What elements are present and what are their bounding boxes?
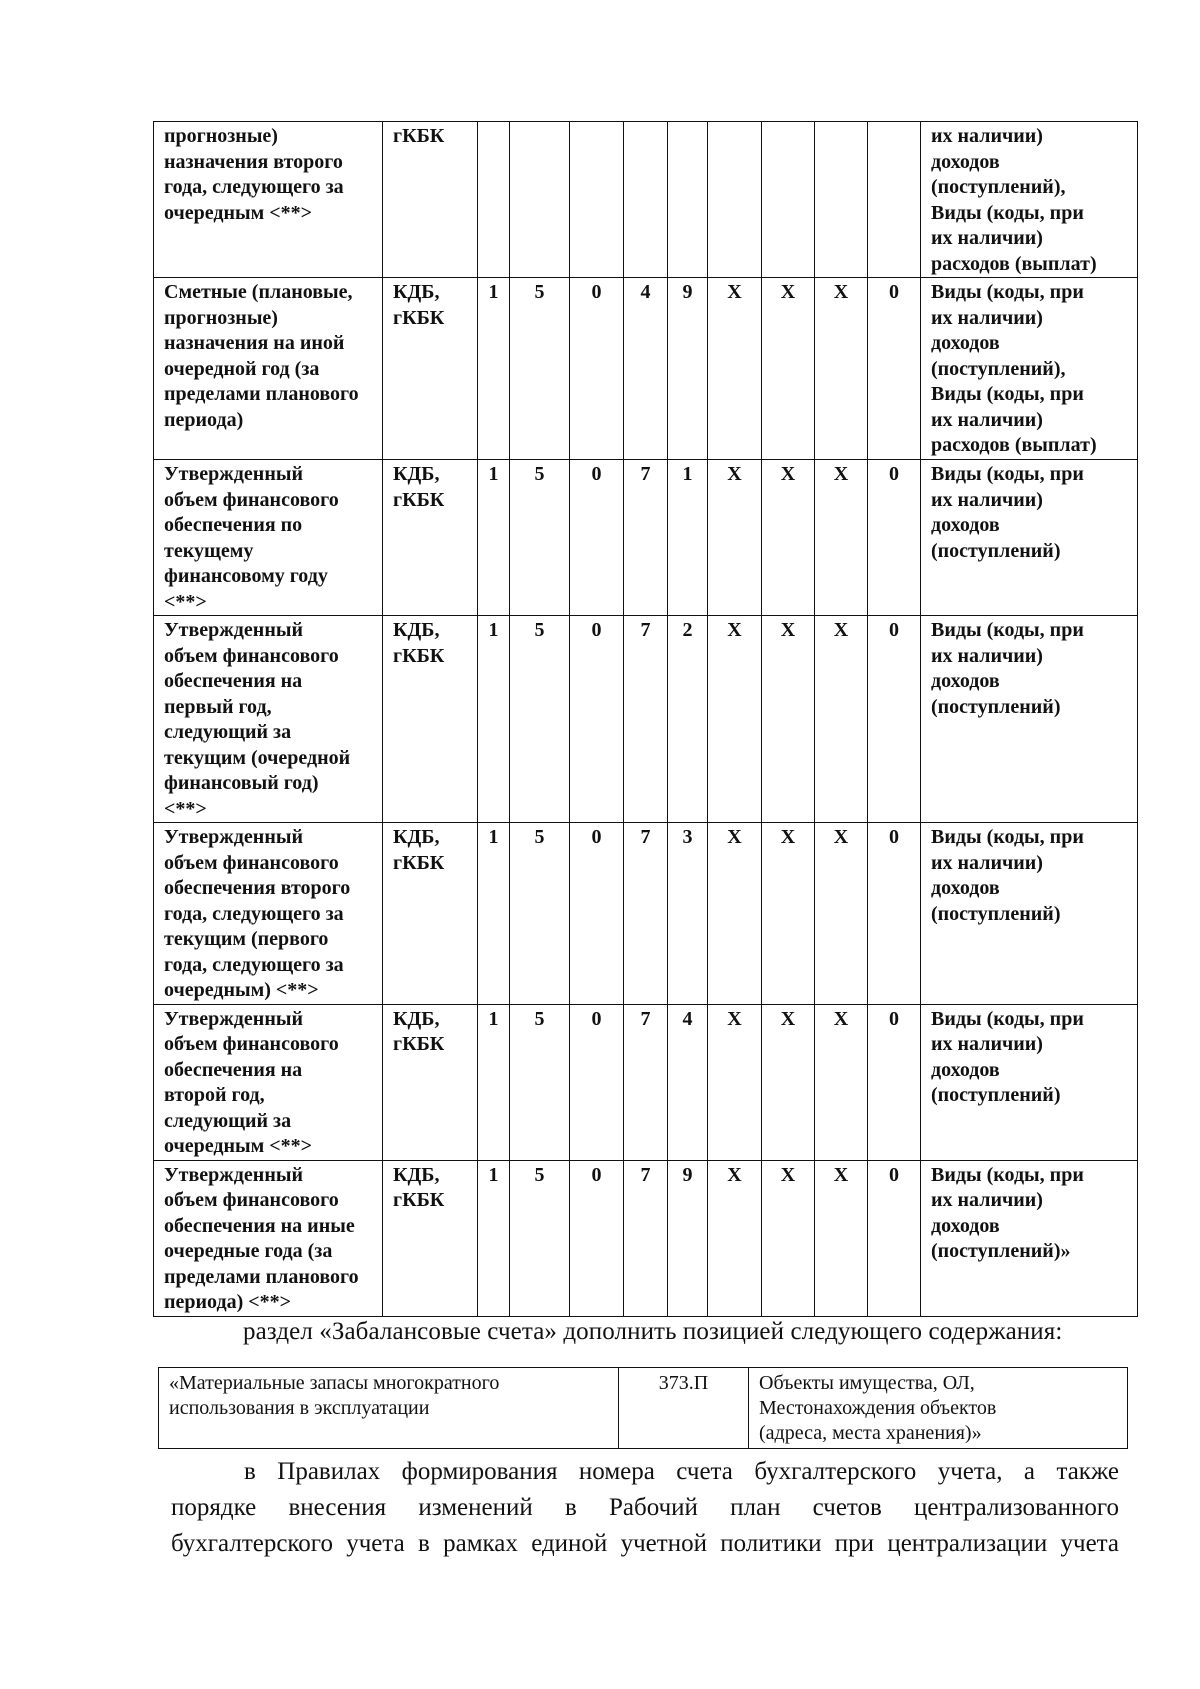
- row-code-cell: 4: [668, 1004, 708, 1160]
- table-row: [154, 1004, 1138, 1160]
- row-code-cell: 0: [868, 460, 921, 616]
- row-code-cell: 1: [478, 616, 510, 823]
- row-code-cell: 1: [478, 1160, 510, 1316]
- row-kbk-cell: КДБ, гКБК: [383, 1160, 478, 1316]
- row-code-cell: 0: [868, 616, 921, 823]
- row-code-cell: 1: [478, 1004, 510, 1160]
- row-code-cell: X: [815, 278, 868, 460]
- table-row: [154, 1160, 1138, 1316]
- row-code-cell: [478, 122, 510, 278]
- row-code-cell: 5: [510, 823, 570, 1005]
- row-name-cell: Сметные (плановые, прогнозные) назначения на иной очередной год (за пределами планового периода): [154, 278, 383, 460]
- row-code-cell: 5: [510, 460, 570, 616]
- row-code-cell: 1: [478, 460, 510, 616]
- row-code-cell: 7: [624, 1160, 668, 1316]
- row-kbk-cell: КДБ, гКБК: [383, 1004, 478, 1160]
- row-code-cell: X: [815, 616, 868, 823]
- row-desc-cell: Виды (коды, при их наличии) доходов (поступлений): [921, 823, 1138, 1005]
- row-code-cell: 9: [668, 278, 708, 460]
- offbalance-table: [158, 1367, 1128, 1449]
- paragraph-offbalance-intro: раздел «Забалансовые счета» дополнить позицией следующего содержания:: [243, 1318, 1063, 1345]
- row-code-cell: [708, 122, 762, 278]
- offbalance-name: «Материальные запасы многократного использования в эксплуатации: [159, 1368, 619, 1449]
- row-name-cell: Утвержденный объем финансового обеспечения второго года, следующего за текущим (первого года, следующего за очередным) <**>: [154, 823, 383, 1005]
- row-code-cell: [868, 122, 921, 278]
- table-row: [154, 616, 1138, 823]
- row-code-cell: [815, 122, 868, 278]
- row-code-cell: 0: [570, 616, 624, 823]
- row-code-cell: X: [708, 1160, 762, 1316]
- row-code-cell: X: [708, 1004, 762, 1160]
- row-code-cell: X: [815, 1004, 868, 1160]
- row-desc-cell: Виды (коды, при их наличии) доходов (поступлений), Виды (коды, при их наличии) расходов (выплат): [921, 278, 1138, 460]
- offbalance-row: [159, 1368, 1128, 1449]
- row-code-cell: X: [762, 1004, 815, 1160]
- row-code-cell: [668, 122, 708, 278]
- row-code-cell: X: [762, 616, 815, 823]
- row-code-cell: 0: [868, 278, 921, 460]
- table-row: [154, 122, 1138, 278]
- row-code-cell: X: [708, 616, 762, 823]
- row-code-cell: 0: [570, 278, 624, 460]
- row-code-cell: X: [762, 278, 815, 460]
- row-kbk-cell: гКБК: [383, 122, 478, 278]
- row-name-cell: Утвержденный объем финансового обеспечения по текущему финансовому году <**>: [154, 460, 383, 616]
- row-code-cell: 7: [624, 616, 668, 823]
- accounts-table: [153, 121, 1138, 1317]
- row-code-cell: 0: [570, 460, 624, 616]
- row-code-cell: 0: [570, 1004, 624, 1160]
- offbalance-account: 373.П: [619, 1368, 749, 1449]
- paragraph-rules-line-1: в Правилах формирования номера счета бухгалтерского учета, а также: [244, 1458, 1119, 1485]
- row-name-cell: Утвержденный объем финансового обеспечения на иные очередные года (за пределами планового периода) <**>: [154, 1160, 383, 1316]
- row-code-cell: 5: [510, 616, 570, 823]
- row-desc-cell: Виды (коды, при их наличии) доходов (поступлений): [921, 460, 1138, 616]
- row-code-cell: 0: [868, 1160, 921, 1316]
- row-code-cell: 0: [570, 823, 624, 1005]
- row-code-cell: [510, 122, 570, 278]
- row-code-cell: 2: [668, 616, 708, 823]
- table-row: [154, 278, 1138, 460]
- table-row: [154, 460, 1138, 616]
- row-kbk-cell: КДБ, гКБК: [383, 278, 478, 460]
- row-code-cell: 0: [868, 823, 921, 1005]
- row-code-cell: [762, 122, 815, 278]
- row-code-cell: X: [762, 460, 815, 616]
- row-code-cell: [624, 122, 668, 278]
- row-code-cell: X: [815, 1160, 868, 1316]
- row-code-cell: 7: [624, 1004, 668, 1160]
- row-desc-cell: их наличии) доходов (поступлений), Виды (коды, при их наличии) расходов (выплат): [921, 122, 1138, 278]
- table-row: [154, 823, 1138, 1005]
- row-code-cell: X: [708, 823, 762, 1005]
- row-name-cell: прогнозные) назначения второго года, следующего за очередным <**>: [154, 122, 383, 278]
- row-code-cell: 0: [570, 1160, 624, 1316]
- row-code-cell: 5: [510, 1004, 570, 1160]
- row-code-cell: X: [762, 823, 815, 1005]
- row-code-cell: X: [815, 823, 868, 1005]
- row-code-cell: X: [762, 1160, 815, 1316]
- row-code-cell: 4: [624, 278, 668, 460]
- offbalance-desc: Объекты имущества, ОЛ, Местонахождения объектов (адреса, места хранения)»: [749, 1368, 1128, 1449]
- row-code-cell: 0: [868, 1004, 921, 1160]
- row-code-cell: 5: [510, 1160, 570, 1316]
- row-kbk-cell: КДБ, гКБК: [383, 460, 478, 616]
- row-code-cell: X: [708, 460, 762, 616]
- row-name-cell: Утвержденный объем финансового обеспечения на первый год, следующий за текущим (очередной финансовый год) <**>: [154, 616, 383, 823]
- row-name-cell: Утвержденный объем финансового обеспечения на второй год, следующий за очередным <**>: [154, 1004, 383, 1160]
- row-desc-cell: Виды (коды, при их наличии) доходов (поступлений): [921, 616, 1138, 823]
- row-code-cell: 9: [668, 1160, 708, 1316]
- accounts-table-body: [154, 122, 1138, 1317]
- row-code-cell: 5: [510, 278, 570, 460]
- row-code-cell: 3: [668, 823, 708, 1005]
- row-desc-cell: Виды (коды, при их наличии) доходов (поступлений): [921, 1004, 1138, 1160]
- paragraph-rules-line-2: порядке внесения изменений в Рабочий план счетов централизованного: [171, 1494, 1119, 1521]
- row-code-cell: 1: [478, 823, 510, 1005]
- row-kbk-cell: КДБ, гКБК: [383, 823, 478, 1005]
- row-code-cell: 1: [478, 278, 510, 460]
- row-code-cell: 7: [624, 460, 668, 616]
- row-code-cell: X: [708, 278, 762, 460]
- paragraph-rules: [171, 1454, 1119, 1562]
- row-code-cell: [570, 122, 624, 278]
- row-code-cell: 7: [624, 823, 668, 1005]
- row-kbk-cell: КДБ, гКБК: [383, 616, 478, 823]
- row-code-cell: 1: [668, 460, 708, 616]
- row-code-cell: X: [815, 460, 868, 616]
- paragraph-rules-line-3: бухгалтерского учета в рамках единой учетной политики при централизации учета: [171, 1530, 1119, 1557]
- row-desc-cell: Виды (коды, при их наличии) доходов (поступлений)»: [921, 1160, 1138, 1316]
